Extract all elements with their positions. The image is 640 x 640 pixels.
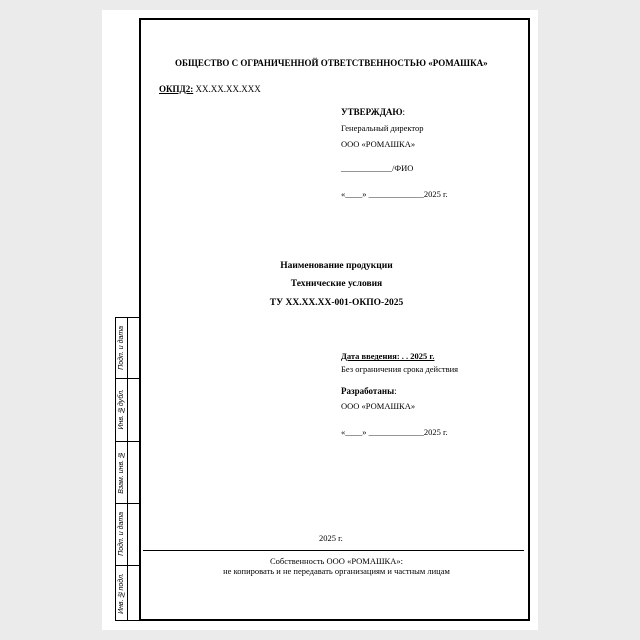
approval-title-text: УТВЕРЖДАЮ (341, 107, 403, 117)
validity-period: Без ограничения срока действия (341, 364, 459, 374)
document-code: ТУ XX.XX.XX-001-ОКПО-2025 (269, 298, 404, 308)
document-page (102, 10, 538, 630)
okpd-code (159, 85, 261, 94)
developed-date-line: «____» _____________2025 г. (341, 427, 448, 437)
introduction-date: Дата введения: . . 2025 г. (341, 351, 435, 361)
approval-date-line: «____» _____________2025 г. (341, 189, 448, 199)
developer-company: ООО «РОМАШКА» (341, 401, 416, 411)
product-name: Наименование продукции (280, 261, 393, 271)
stamp-label-sign-date: Подп. и дата (118, 326, 125, 370)
restriction-note: не копировать и не передавать организациям и частным лицам (223, 566, 450, 576)
okpd-value: XX.XX.XX.XXX (195, 84, 261, 94)
document-type: Технические условия (290, 279, 383, 289)
organization-name: ОБЩЕСТВО С ОГРАНИЧЕННОЙ ОТВЕТСТВЕННОСТЬЮ «РОМАШКА» (175, 58, 488, 68)
okpd-label: ОКПД2: (159, 84, 194, 94)
page-frame (139, 18, 530, 621)
developed-by-colon: : (394, 386, 397, 396)
approval-position: Генеральный директор (341, 123, 424, 133)
approval-signature-line: ____________/ФИО (341, 163, 414, 173)
stamp-label-dup-inv: Инв. №дубл. (118, 389, 125, 430)
stamp-column-divider (127, 318, 128, 620)
stamp-label-replace-inv: Взам. инв. № (118, 450, 125, 494)
ownership-note: Собственность ООО «РОМАШКА»: (270, 556, 403, 566)
approval-colon: : (402, 107, 406, 117)
approval-company: ООО «РОМАШКА» (341, 139, 416, 149)
developed-by-text: Разработаны (341, 386, 395, 396)
developed-by-label (341, 387, 397, 396)
approval-title (341, 108, 405, 117)
stamp-label-orig-inv: Инв. №подл. (118, 573, 125, 614)
approval-stamp-table (115, 317, 139, 621)
stamp-label-sign-date-2: Подп. и дата (118, 512, 125, 556)
footer-divider (143, 550, 524, 551)
document-year: 2025 г. (319, 533, 343, 543)
